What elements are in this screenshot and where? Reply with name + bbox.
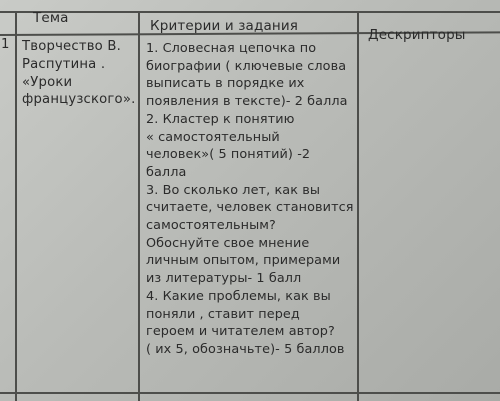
criteria-line: 1. Словесная цепочка по	[146, 41, 317, 56]
criteria-cell	[146, 40, 354, 359]
criteria-line: 2. Кластер к понятию	[146, 111, 295, 127]
header-descriptors: Дескрипторы	[368, 27, 466, 43]
criteria-line: личным опытом, примерами	[146, 253, 341, 269]
criteria-line: поняли , ставит перед	[146, 306, 300, 322]
divider-topic-criteria	[138, 11, 140, 401]
criteria-line: ( их 5, обозначьте)- 5 баллов	[146, 341, 345, 357]
criteria-line: « самостоятельный	[146, 129, 280, 145]
header-top-line	[0, 11, 500, 13]
header-criteria: Критерии и задания	[150, 18, 299, 34]
criteria-line: из литературы- 1 балл	[146, 271, 302, 287]
criteria-line: биографии ( ключевые слова	[146, 58, 347, 74]
descriptors-cell	[359, 36, 500, 392]
topic-line: французского».	[22, 92, 136, 108]
criteria-line: героем и читателем автор?	[146, 324, 335, 340]
criteria-line: человек»( 5 понятий) -2	[146, 147, 311, 163]
criteria-line: считаете, человек становится	[146, 200, 354, 216]
criteria-line: 4. Какие проблемы, как вы	[146, 288, 331, 304]
topic-cell	[22, 38, 135, 109]
criteria-line: появления в тексте)- 2 балла	[146, 94, 348, 110]
topic-line: Творчество В.	[22, 39, 121, 54]
topic-line: «Уроки	[22, 74, 73, 90]
divider-number-topic	[15, 11, 17, 401]
row-bottom-line	[0, 392, 500, 394]
row-number: 1	[1, 37, 10, 52]
topic-line: Распутина .	[22, 56, 106, 72]
criteria-line: выписать в порядке их	[146, 76, 305, 92]
criteria-line: балла	[146, 164, 187, 180]
header-topic: Тема	[33, 10, 69, 26]
criteria-line: Обоснуйте свое мнение	[146, 235, 310, 251]
criteria-line: самостоятельным?	[146, 218, 276, 234]
criteria-line: 3. Во сколько лет, как вы	[146, 182, 321, 198]
